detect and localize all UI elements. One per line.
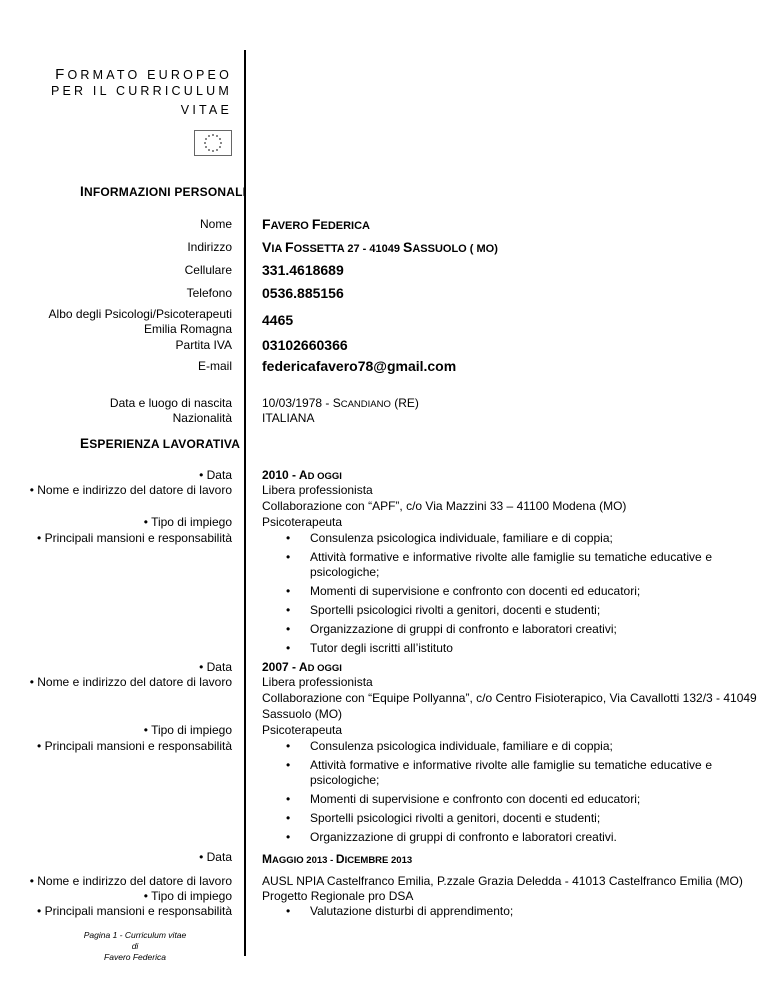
entry2-employer-line1: Libera professionista xyxy=(262,675,373,689)
list-item: • Sportelli psicologici rivolti a genitori, docenti e studenti; xyxy=(286,603,601,617)
label-register: Albo degli Psicologi/Psicoterapeuti Emilia Romagna xyxy=(48,307,232,336)
cv-title-line2: PER IL CURRICULUM xyxy=(50,84,232,98)
list-item: • Organizzazione di gruppi di confronto e laboratori creativi; xyxy=(286,622,617,636)
label-date: • Data xyxy=(199,468,232,482)
label-type: • Tipo di impiego xyxy=(143,723,232,737)
label-duties: • Principali mansioni e responsabilità xyxy=(37,739,232,753)
label-duties: • Principali mansioni e responsabilità xyxy=(37,531,232,545)
value-register: 4465 xyxy=(262,312,294,328)
label-employer: • Nome e indirizzo del datore di lavoro xyxy=(29,874,232,888)
entry2-employer-line3: Sassuolo (MO) xyxy=(262,707,343,721)
entry3-employer: AUSL NPIA Castelfranco Emilia, P.zzale Grazia Deledda - 41013 Castelfranco Emilia (MO) xyxy=(262,874,743,888)
entry2-employer-line2: Collaborazione con “Equipe Pollyanna”, c/o Centro Fisioterapico, Via Cavallotti 132/3 - 41049 xyxy=(262,691,757,705)
label-mobile: Cellulare xyxy=(184,263,232,277)
label-email: E-mail xyxy=(197,359,232,373)
cv-title-line3: VITAE xyxy=(180,103,232,117)
label-duties: • Principali mansioni e responsabilità xyxy=(37,904,232,918)
entry1-date: 2010 - AD OGGI xyxy=(262,468,342,482)
entry1-type: Psicoterapeuta xyxy=(262,515,343,529)
list-item: • Sportelli psicologici rivolti a genitori, docenti e studenti; xyxy=(286,811,601,825)
value-mobile: 331.4618689 xyxy=(262,262,344,278)
value-email: federicafavero78@gmail.com xyxy=(262,358,457,374)
list-item: • Attività formative e informative rivolte alle famiglie su tematiche educative e psicologiche; xyxy=(286,758,712,787)
label-phone: Telefono xyxy=(186,286,232,300)
label-birth: Data e luogo di nascita xyxy=(109,396,232,410)
page-footer: Pagina 1 - Curriculum vitae di Favero Federica xyxy=(83,930,187,962)
value-phone: 0536.885156 xyxy=(262,285,344,301)
list-item: • Organizzazione di gruppi di confronto e laboratori creativi. xyxy=(286,830,617,844)
list-item: • Consulenza psicologica individuale, familiare e di coppia; xyxy=(286,531,613,545)
list-item: • Valutazione disturbi di apprendimento; xyxy=(286,904,514,918)
entry1-employer-line1: Libera professionista xyxy=(262,483,373,497)
section-work-experience: ESPERIENZA LAVORATIVA xyxy=(80,436,241,451)
entry2-date: 2007 - AD OGGI xyxy=(262,660,342,674)
entry3-type: Progetto Regionale pro DSA xyxy=(262,889,414,903)
label-address: Indirizzo xyxy=(187,240,232,254)
list-item: • Attività formative e informative rivolte alle famiglie su tematiche educative e psicologiche; xyxy=(286,550,712,579)
entry1-employer-line2: Collaborazione con “APF”, c/o Via Mazzini 33 – 41100 Modena (MO) xyxy=(262,499,627,513)
value-birth: 10/03/1978 - SCANDIANO (RE) xyxy=(262,396,419,410)
value-address: VIA FOSSETTA 27 - 41049 SASSUOLO ( MO) xyxy=(262,239,498,255)
label-employer: • Nome e indirizzo del datore di lavoro xyxy=(29,483,232,497)
label-employer: • Nome e indirizzo del datore di lavoro xyxy=(29,675,232,689)
list-item: • Momenti di supervisione e confronto con docenti ed educatori; xyxy=(286,792,641,806)
list-item: • Consulenza psicologica individuale, familiare e di coppia; xyxy=(286,739,613,753)
entry2-type: Psicoterapeuta xyxy=(262,723,343,737)
label-type: • Tipo di impiego xyxy=(143,889,232,903)
value-name: FAVERO FEDERICA xyxy=(262,216,370,232)
list-item: • Tutor degli iscritti all’istituto xyxy=(286,641,453,655)
eu-flag-icon xyxy=(194,130,232,156)
list-item: • Momenti di supervisione e confronto con docenti ed educatori; xyxy=(286,584,641,598)
value-vat: 03102660366 xyxy=(262,337,348,353)
entry3-date: MAGGIO 2013 - DICEMBRE 2013 xyxy=(262,852,413,866)
entry3-duties-list xyxy=(262,904,712,923)
label-name: Nome xyxy=(199,217,232,231)
cv-title-line1: FORMATO EUROPEO xyxy=(55,66,232,83)
label-nationality: Nazionalità xyxy=(172,411,232,425)
entry1-duties-list xyxy=(262,531,712,660)
section-personal-info: INFORMAZIONI PERSONALI xyxy=(80,184,247,199)
label-type: • Tipo di impiego xyxy=(143,515,232,529)
label-date: • Data xyxy=(199,660,232,674)
label-date: • Data xyxy=(199,850,232,864)
entry2-duties-list xyxy=(262,739,712,849)
value-nationality: ITALIANA xyxy=(262,411,315,425)
label-vat: Partita IVA xyxy=(175,338,232,352)
